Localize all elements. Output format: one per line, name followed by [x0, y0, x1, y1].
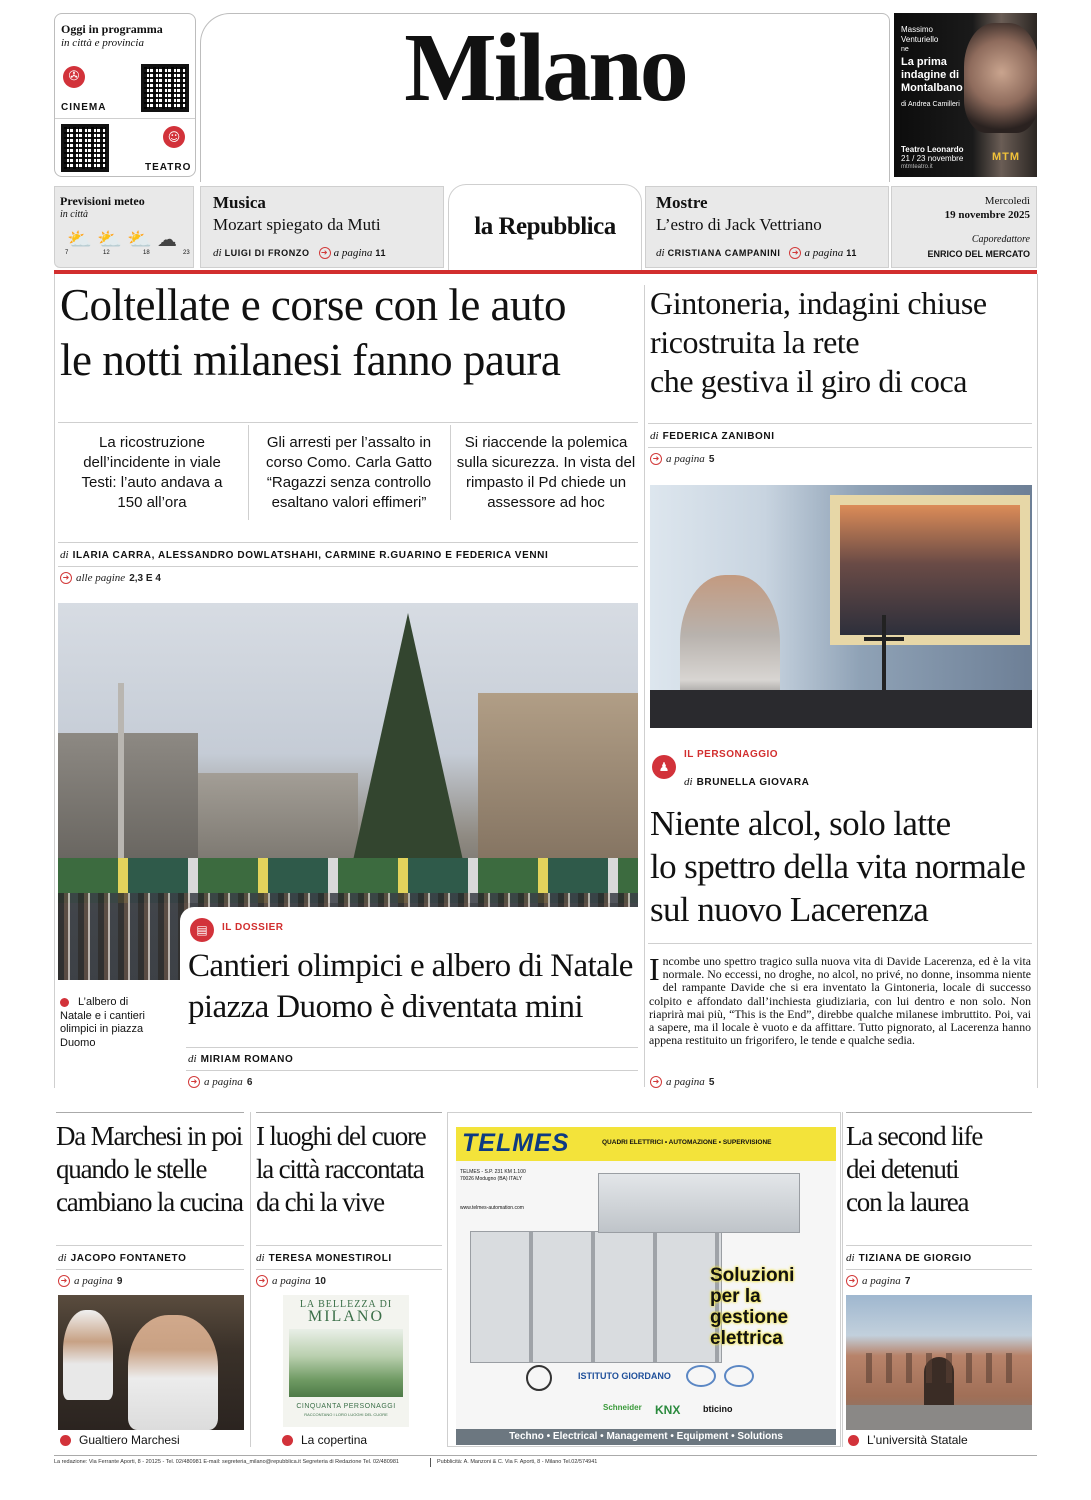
secondlife-top-rule [846, 1112, 1032, 1113]
dossier-author: MIRIAM ROMANO [200, 1053, 294, 1065]
ad-author: Massimo Venturiello [901, 25, 939, 44]
meteo-hour: 23 [183, 250, 190, 256]
secondlife-pageref[interactable] [846, 1275, 910, 1287]
byline-di: di [213, 247, 222, 259]
page-prefix: a pagina [204, 1076, 243, 1088]
dossier-byline [188, 1053, 293, 1065]
secondlife-page: 7 [904, 1275, 911, 1287]
page-prefix: a pagina [272, 1275, 311, 1287]
gintoneria-page: 5 [708, 453, 715, 465]
book-subtitle: RACCONTANO I LORO LUOGHI DEL CUORE [304, 1412, 388, 1417]
personaggio-kicker: IL PERSONAGGIO [684, 749, 779, 760]
secondlife-author: TIZIANA DE GIORGIO [858, 1252, 972, 1264]
lead-summary: Gli arresti per l’assalto in corso Como. Carla Gatto “Ragazzi senza controllo esaltano valori effimeri” [266, 434, 432, 511]
arrow-icon: ➜ [319, 247, 331, 259]
slogan-line: per la [710, 1286, 761, 1307]
lacerenza-photo [650, 485, 1032, 728]
luoghi-rule [256, 1269, 442, 1270]
bed [650, 690, 1032, 728]
summary-divider [248, 425, 249, 520]
luoghi-caption-text: La copertina [301, 1433, 368, 1447]
marchesi-headline-line: Da Marchesi in poi [56, 1121, 243, 1151]
dossier-headline-line: Cantieri olimpici e albero di Natale [188, 948, 633, 984]
footer-pubblicita: Pubblicità: A. Manzoni & C. Via F. Aporti, 8 - Milano Tel.02/574941 [437, 1459, 598, 1465]
cabinet-top [598, 1173, 800, 1233]
byline-di: di [188, 1053, 197, 1065]
musica-author: LUIGI DI FRONZO [224, 248, 310, 258]
luoghi-top-rule [256, 1112, 442, 1113]
slogan-line: elettrica [710, 1328, 783, 1349]
dropcap: I [649, 951, 660, 987]
personaggio-author: BRUNELLA GIOVARA [696, 776, 810, 788]
telmes-address: TELMES - S.P. 231 KM 1.100 [460, 1169, 526, 1175]
dossier-page: 6 [246, 1076, 253, 1088]
dateline-editor: ENRICO DEL MERCATO [927, 249, 1030, 259]
dossier-headline-line: piazza Duomo è diventata mini [188, 989, 583, 1025]
secondlife-rule [846, 1269, 1032, 1270]
dossier-caption-text: L’albero di Natale e i cantieri olimpici in piazza Duomo [60, 996, 145, 1049]
arrow-icon: ➜ [188, 1076, 200, 1088]
marchesi-headline[interactable] [56, 1120, 248, 1219]
secondlife-caption [848, 1433, 968, 1447]
secondlife-byline [846, 1252, 972, 1264]
page-prefix: a pagina [804, 247, 844, 259]
luoghi-headline-line: da chi la vive [256, 1187, 384, 1217]
dossier-rule [186, 1047, 638, 1048]
personaggio-headline[interactable] [650, 802, 1042, 931]
programma-box [54, 13, 196, 177]
luoghi-headline-line: la città raccontata [256, 1154, 424, 1184]
page-prefix: alle pagine [76, 572, 126, 584]
meteo-title: Previsioni meteo [60, 194, 145, 208]
slogan-line: gestione [710, 1307, 789, 1328]
luoghi-pageref[interactable] [256, 1275, 326, 1287]
marchesi-headline-line: quando le stelle [56, 1154, 207, 1184]
certification-badge [526, 1365, 552, 1391]
mostre-byline [656, 247, 857, 259]
telmes-address: 70026 Modugno (BA) ITALY [460, 1176, 523, 1182]
gintoneria-headline[interactable] [650, 284, 1040, 401]
mostre-panel[interactable] [645, 186, 889, 268]
personaggio-body [649, 951, 1031, 1048]
programma-divider [55, 118, 195, 119]
meteo-subtitle: in città [60, 209, 89, 220]
musica-section: Musica [213, 193, 266, 212]
personaggio-byline [684, 776, 810, 788]
footer-divider [430, 1458, 431, 1467]
brand-name: la Repubblica [474, 213, 616, 240]
personaggio-body-text: ncombe uno spettro tragico sulla nuova vita di Davide Lacerenza, ed è la vita normale. No eccessi, no droghe, no alcol, no privé, no donne, insomma niente del rampante Davide che si era inventato la Gintoneria, locale di successo colpito e affondato dall’inchiesta giudiziaria, con lui dentro e non solo. Non riaprirà mai più, “This is the End”, direbbe qualche milanese imbruttito. Poi, vai a sapere, ma il locale è vuoto e da affittare. Tutto pignorato, al Lacerenza hanno appena restituito un frigorifero, le tende e qualche sedia. [649, 954, 1031, 1048]
luoghi-headline-line: I luoghi del cuore [256, 1121, 426, 1151]
footer-rule [54, 1455, 1037, 1456]
personaggio-headline-line: Niente alcol, solo latte [650, 804, 951, 843]
caption-dot-icon [60, 1435, 71, 1446]
gintoneria-author: FEDERICA ZANIBONI [662, 430, 775, 442]
musica-byline [213, 247, 386, 259]
secondlife-rule [846, 1245, 1032, 1246]
luoghi-rule [256, 1245, 442, 1246]
ad-show-title: La prima indagine di Montalbano [901, 56, 963, 94]
slogan-line: Soluzioni [710, 1265, 795, 1286]
marchesi-page: 9 [116, 1275, 123, 1287]
dateline-role: Caporedattore [971, 234, 1030, 245]
ad-telmes[interactable] [447, 1112, 841, 1447]
lead-authors: ILARIA CARRA, ALESSANDRO DOWLATSHAHI, CARMINE R.GUARINO E FEDERICA VENNI [72, 549, 549, 561]
byline-di: di [60, 549, 69, 561]
dossier-icon: ▤ [190, 918, 214, 942]
meteo-hour: 18 [143, 250, 150, 256]
lead-pageref[interactable] [60, 572, 161, 584]
book-cover [283, 1295, 409, 1427]
marchesi-top-rule [56, 1112, 244, 1113]
marchesi-author: JACOPO FONTANETO [70, 1252, 187, 1264]
telmes-footer: Techno • Electrical • Management • Equipment • Solutions [456, 1429, 836, 1445]
mostre-page: 11 [846, 248, 857, 258]
personaggio-headline-line: lo spettro della vita normale [650, 847, 1026, 886]
cinema-label: CINEMA [61, 102, 107, 113]
dateline-panel [891, 186, 1037, 268]
cloudy-sun-icon: ⛅ [127, 227, 152, 251]
luoghi-author: TERESA MONESTIROLI [268, 1252, 392, 1264]
lead-rule [58, 542, 638, 543]
bottom-column-divider [250, 1112, 251, 1447]
lead-headline[interactable] [60, 278, 650, 388]
ad-theatre[interactable] [894, 13, 1037, 177]
page-prefix: a pagina [666, 1076, 705, 1088]
footer-redazione: La redazione: Via Ferrante Aporti, 8 - 20125 - Tel. 02/480981 E-mail: segreteria_milano@repubblica.it Segreteria di Redazione Tel. 02/480981 [54, 1459, 399, 1465]
personaggio-rule [648, 943, 1032, 944]
chef-figure [63, 1310, 113, 1400]
lead-headline-line: Coltellate e corse con le auto [60, 280, 567, 330]
telmes-partner: Schneider [603, 1403, 642, 1412]
ad-site: mtmteatro.it [901, 164, 933, 170]
telmes-partner: bticino [703, 1404, 733, 1414]
musica-headline[interactable]: Mozart spiegato da Muti [213, 215, 381, 234]
byline-di: di [256, 1252, 265, 1264]
telmes-logo: TELMES [462, 1129, 570, 1157]
gintoneria-byline [650, 430, 775, 442]
secondlife-headline[interactable] [846, 1120, 1038, 1219]
bottom-column-divider [842, 1112, 843, 1447]
secondlife-headline-line: dei detenuti [846, 1154, 959, 1184]
secondlife-headline-line: con la laurea [846, 1187, 969, 1217]
gintoneria-pageref[interactable] [650, 453, 714, 465]
statale-photo [846, 1295, 1032, 1430]
crucifix [864, 637, 904, 641]
page-prefix: a pagina [862, 1275, 901, 1287]
dateline-weekday: Mercoledì [984, 195, 1030, 207]
page-prefix: a pagina [74, 1275, 113, 1287]
page-prefix: a pagina [666, 453, 705, 465]
dossier-rule [186, 1070, 638, 1071]
lead-byline [60, 549, 548, 561]
arrow-icon: ➜ [60, 572, 72, 584]
gintoneria-headline-line: che gestiva il giro di coca [650, 363, 968, 399]
caption-dot-icon [282, 1435, 293, 1446]
brand-tab [448, 184, 642, 270]
arrow-icon: ➜ [58, 1275, 70, 1287]
rain-cloud-icon: ☁ [157, 227, 177, 251]
marchesi-rule [56, 1245, 244, 1246]
telmes-tagline: QUADRI ELETTRICI • AUTOMAZIONE • SUPERVISIONE [602, 1139, 772, 1146]
byline-di: di [58, 1252, 67, 1264]
certification-badge [686, 1365, 716, 1387]
personaggio-page: 5 [708, 1076, 715, 1088]
meteo-hour: 12 [103, 250, 110, 256]
electrical-cabinets [470, 1231, 722, 1363]
luoghi-headline[interactable] [256, 1120, 448, 1219]
teatro-icon[interactable]: ☺ [163, 126, 185, 148]
ad-credit: di Andrea Camilleri [901, 101, 960, 108]
marchesi-caption [60, 1433, 180, 1447]
marchesi-headline-line: cambiano la cucina [56, 1187, 243, 1217]
teatro-qr-code[interactable] [61, 124, 109, 172]
arrow-icon: ➜ [650, 453, 662, 465]
lead-summary: La ricostruzione dell’incidente in viale Testi: l’auto andava a 150 all’ora [81, 434, 223, 511]
cinema-qr-code[interactable] [141, 64, 189, 112]
summary-divider [450, 425, 451, 520]
luoghi-caption [282, 1433, 367, 1447]
painting [840, 505, 1020, 635]
lead-summary: Si riaccende la polemica sulla sicurezza. In vista del rimpasto il Pd chiede un assessore ad hoc [456, 434, 636, 511]
byline-di: di [684, 776, 693, 788]
cloudy-sun-icon: ⛅ [97, 227, 122, 251]
marchesi-rule [56, 1269, 244, 1270]
lead-headline-line: le notti milanesi fanno paura [60, 335, 561, 385]
personaggio-icon: ♟ [652, 755, 676, 779]
secondlife-headline-line: La second life [846, 1121, 983, 1151]
programma-title: Oggi in programma [61, 22, 163, 36]
musica-page: 11 [375, 248, 387, 258]
mostre-author: CRISTIANA CAMPANINI [667, 248, 781, 258]
marchesi-byline [58, 1252, 186, 1264]
dossier-kicker: IL DOSSIER [222, 922, 284, 933]
caption-dot-icon [60, 998, 69, 1007]
gintoneria-headline-line: ricostruita la rete [650, 324, 860, 360]
marchesi-photo [58, 1295, 244, 1430]
cinema-icon[interactable]: ✇ [63, 66, 85, 88]
dateline-date: 19 novembre 2025 [944, 209, 1030, 221]
ad-logo: MTM [992, 151, 1021, 163]
book-title: LA BELLEZZA DI [299, 1299, 393, 1310]
arrow-icon: ➜ [256, 1275, 268, 1287]
cloudy-sun-icon: ⛅ [67, 227, 92, 251]
musica-panel[interactable] [200, 186, 444, 268]
book-illustration [289, 1329, 403, 1397]
secondlife-caption-text: L’università Statale [867, 1433, 968, 1447]
dossier-pageref[interactable] [188, 1076, 252, 1088]
personaggio-headline-line: sul nuovo Lacerenza [650, 890, 929, 929]
telmes-partner: KNX [655, 1403, 681, 1417]
byline-di: di [846, 1252, 855, 1264]
luoghi-byline [256, 1252, 392, 1264]
masthead-title: Milano [404, 14, 686, 122]
arrow-icon: ➜ [789, 247, 801, 259]
meteo-hour: 7 [65, 250, 69, 256]
luoghi-page: 10 [314, 1275, 326, 1287]
byline-di: di [656, 247, 665, 259]
gintoneria-rule [648, 447, 1032, 448]
pavement [846, 1405, 1032, 1430]
marchesi-pageref[interactable] [58, 1275, 122, 1287]
ad-ne: ne [901, 46, 909, 53]
dossier-caption [60, 996, 160, 1050]
certification-badge [724, 1365, 754, 1387]
marchesi-caption-text: Gualtiero Marchesi [79, 1433, 180, 1447]
book-subtitle: CINQUANTA PERSONAGGI [296, 1403, 396, 1410]
caption-dot-icon [848, 1435, 859, 1446]
programma-subtitle: in città e provincia [61, 37, 144, 49]
byline-di: di [650, 430, 659, 442]
chef-figure [128, 1315, 218, 1430]
teatro-label: TEATRO [145, 162, 192, 173]
telmes-slogan [710, 1265, 794, 1349]
lead-pages: 2,3 E 4 [129, 572, 161, 584]
book-title: MILANO [308, 1308, 384, 1325]
page-prefix: a pagina [333, 247, 373, 259]
meteo-panel [54, 186, 194, 268]
lead-rule [58, 422, 638, 423]
arrow-icon: ➜ [650, 1076, 662, 1088]
dossier-headline[interactable] [188, 946, 648, 1028]
arrow-icon: ➜ [846, 1275, 858, 1287]
mostre-headline[interactable]: L’estro di Jack Vettriano [656, 215, 822, 234]
telmes-site: www.telmes-automation.com [460, 1205, 524, 1211]
ad-venue: Teatro Leonardo [901, 145, 964, 154]
christmas-tree [348, 613, 468, 883]
windows [852, 1353, 1026, 1383]
gintoneria-rule [648, 423, 1032, 424]
personaggio-pageref[interactable] [650, 1076, 714, 1088]
telmes-partner: ISTITUTO GIORDANO [578, 1371, 671, 1381]
gintoneria-headline-line: Gintoneria, indagini chiuse [650, 285, 987, 321]
ad-dates: 21 / 23 novembre [901, 154, 964, 163]
mostre-section: Mostre [656, 193, 708, 212]
lead-rule [58, 566, 638, 567]
